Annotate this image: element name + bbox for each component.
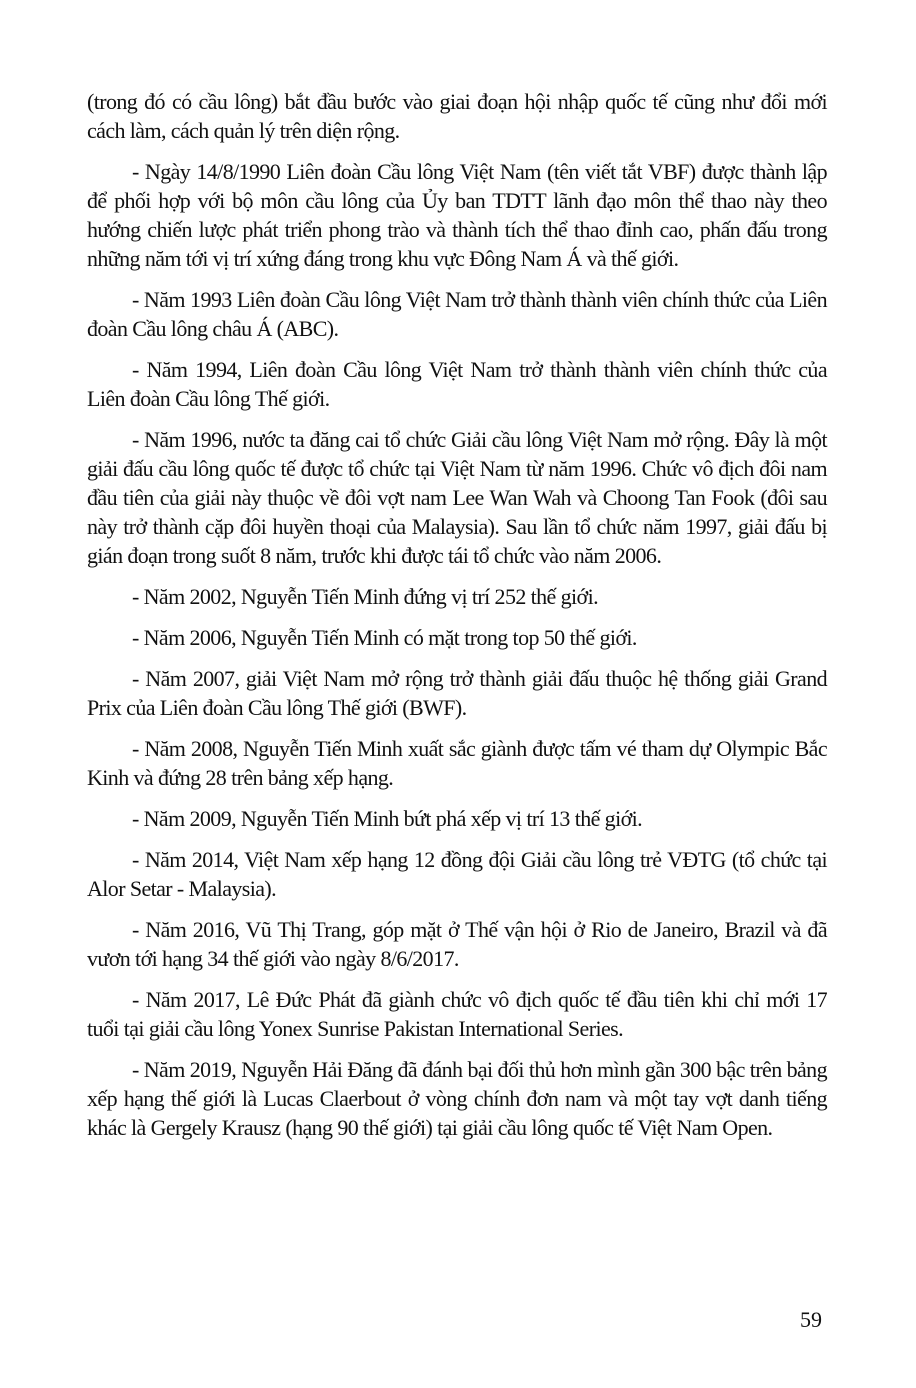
paragraph-2019: - Năm 2019, Nguyễn Hải Đăng đã đánh bại đối thủ hơn mình gần 300 bậc trên bảng xếp hạng thế giới là Lucas Claerbout ở vòng chính đơn nam và một tay vợt danh tiếng khác là Gergely Krausz (hạng 90 thế giới) tại giải cầu lông quốc tế Việt Nam Open. <box>87 1057 827 1140</box>
paragraph-1990-vbf-founded: - Ngày 14/8/1990 Liên đoàn Cầu lông Việt Nam (tên viết tắt VBF) được thành lập để phối hợp với bộ môn cầu lông của Ủy ban TDTT lãnh đạo môn thể thao này theo hướng chiến lược phát triển phong trào và thành tích thể thao đỉnh cao, phấn đấu trong những năm tới vị trí xứng đáng trong khu vực Đông Nam Á và thế giới. <box>87 159 827 271</box>
paragraph-2017: - Năm 2017, Lê Đức Phát đã giành chức vô địch quốc tế đầu tiên khi chỉ mới 17 tuổi tại giải cầu lông Yonex Sunrise Pakistan International Series. <box>87 987 827 1041</box>
paragraph-2007: - Năm 2007, giải Việt Nam mở rộng trở thành giải đấu thuộc hệ thống giải Grand Prix của Liên đoàn Cầu lông Thế giới (BWF). <box>87 666 827 720</box>
paragraph-continuation: (trong đó có cầu lông) bắt đầu bước vào giai đoạn hội nhập quốc tế cũng như đổi mới cách làm, cách quản lý trên diện rộng. <box>87 89 827 143</box>
page-body <box>87 87 827 1154</box>
paragraph-1993-abc-member: - Năm 1993 Liên đoàn Cầu lông Việt Nam trở thành thành viên chính thức của Liên đoàn Cầu lông châu Á (ABC). <box>87 287 827 341</box>
paragraph-2002: - Năm 2002, Nguyễn Tiến Minh đứng vị trí 252 thế giới. <box>132 584 598 609</box>
paragraph-2009: - Năm 2009, Nguyễn Tiến Minh bứt phá xếp vị trí 13 thế giới. <box>132 806 643 831</box>
paragraph-2008: - Năm 2008, Nguyễn Tiến Minh xuất sắc giành được tấm vé tham dự Olympic Bắc Kinh và đứng 28 trên bảng xếp hạng. <box>87 736 827 790</box>
paragraph-1994-bwf-member: - Năm 1994, Liên đoàn Cầu lông Việt Nam trở thành thành viên chính thức của Liên đoàn Cầu lông Thế giới. <box>87 357 827 411</box>
paragraph-2014: - Năm 2014, Việt Nam xếp hạng 12 đồng đội Giải cầu lông trẻ VĐTG (tổ chức tại Alor Setar - Malaysia). <box>87 847 827 901</box>
page-number: 59 <box>800 1307 822 1332</box>
paragraph-2016: - Năm 2016, Vũ Thị Trang, góp mặt ở Thế vận hội ở Rio de Janeiro, Brazil và đã vươn tới hạng 34 thế giới vào ngày 8/6/2017. <box>87 917 827 971</box>
paragraph-1996-vietnam-open: - Năm 1996, nước ta đăng cai tổ chức Giải cầu lông Việt Nam mở rộng. Đây là một giải đấu cầu lông quốc tế được tổ chức tại Việt Nam từ năm 1996. Chức vô địch đôi nam đầu tiên của giải này thuộc về đôi vợt nam Lee Wan Wah và Choong Tan Fook (đôi sau này trở thành cặp đôi huyền thoại của Malaysia). Sau lần tổ chức năm 1997, giải đấu bị gián đoạn trong suốt 8 năm, trước khi được tái tổ chức vào năm 2006. <box>87 427 827 568</box>
paragraph-2006: - Năm 2006, Nguyễn Tiến Minh có mặt trong top 50 thế giới. <box>132 625 637 650</box>
